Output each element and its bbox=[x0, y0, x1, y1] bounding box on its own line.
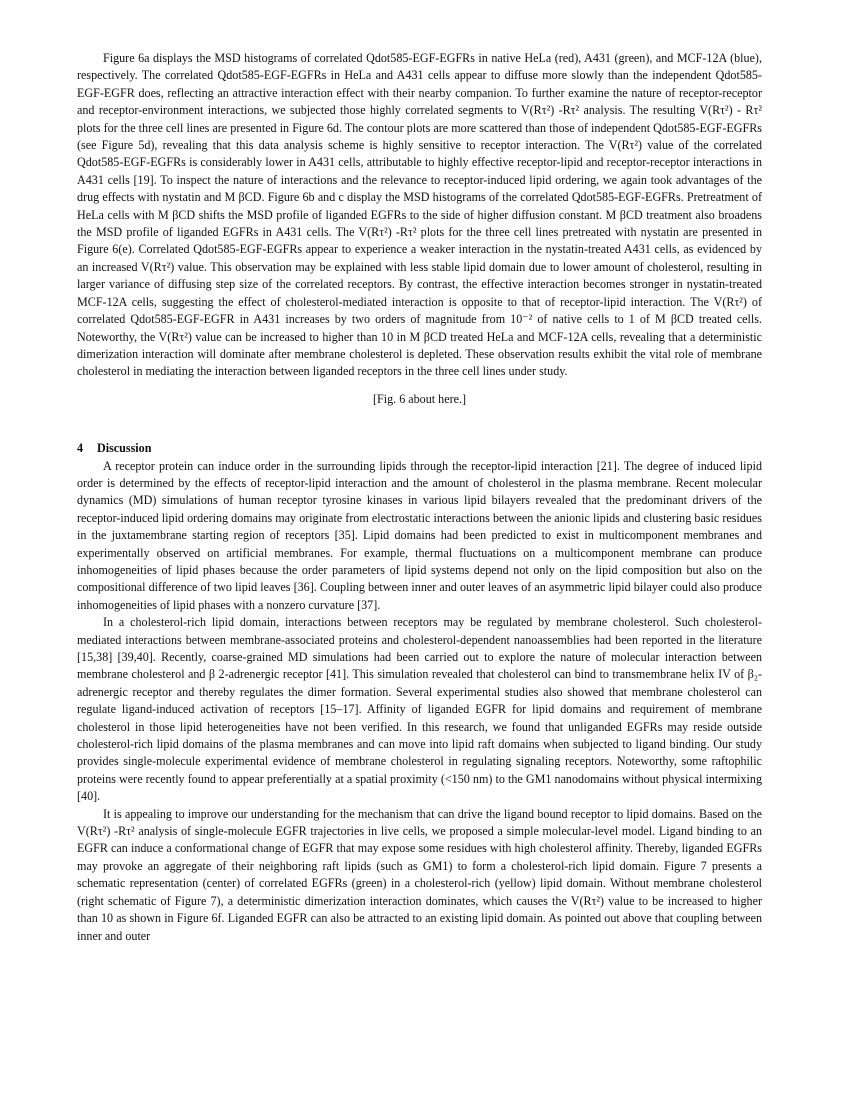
paragraph: A receptor protein can induce order in the surrounding lipids through the receptor-lipid interaction [21]. The degree of induced lipid order is determined by the effects of receptor-lipid interaction and the amount of cholesterol in the plasma membrane. Recent molecular dynamics (MD) simulations of human receptor tyrosine kinases in various lipid bilayers revealed that the predominant drivers of the receptor-induced lipid ordering domains may originate from electrostatic interactions between the anionic lipids and clustering basic residues in the juxtamembrane starting region of receptors [35]. Lipid domains had been predicted to exist in multicomponent membranes and experimentally observed on artificial membranes. For example, thermal fluctuations on a multicomponent membrane can produce inhomogeneities of lipid phases because the order parameters of lipid systems depend not only on the lipid composition but also on the compositional difference of two lipid leaves [36]. Coupling between inner and outer leaves of an asymmetric lipid bilayer could also produce inhomogeneities of lipid phases with a nonzero curvature [37]. bbox=[77, 458, 762, 612]
section-heading bbox=[77, 440, 762, 457]
figure-placeholder: [Fig. 6 about here.] bbox=[372, 391, 467, 406]
paragraph: In a cholesterol-rich lipid domain, interactions between receptors may be regulated by membrane cholesterol. Such cholesterol-mediated interactions between membrane-associated proteins and cholesterol-dependent nanoassemblies had been reported in the literature [15,38] [39,40]. Recently, coarse-grained MD simulations had been carried out to explore the nature of molecular interaction between membrane cholesterol and β 2-adrenergic receptor [41]. This simulation revealed that cholesterol can bind to transmembrane helix IV of β₂-adrenergic receptor and thereby regulates the dimer formation. Several experimental studies also showed that membrane cholesterol can regulate ligand-induced activation of receptors [15–17]. Affinity of liganded EGFR for lipid domains and requirement of membrane cholesterol in those lipid heterogeneities have not been verified. In this research, we found that unliganded EGFRs may reside outside cholesterol-rich lipid domains of the plasma membranes and can move into lipid raft domains when subjected to ligand binding. Our study provides single-molecule experimental evidence of membrane cholesterol in regulating signaling receptors. Noteworthy, some raftophilic proteins were recently found to appear preferentially at a spatial proximity (<150 nm) to the GM1 nanodomains without physical intermixing [40]. bbox=[77, 615, 762, 804]
page-body bbox=[77, 50, 762, 945]
section-title: Discussion bbox=[97, 441, 152, 456]
paragraph: Figure 6a displays the MSD histograms of correlated Qdot585-EGF-EGFRs in native HeLa (red), A431 (green), and MCF-12A (blue), respectively. The correlated Qdot585-EGF-EGFRs in HeLa and A431 cells appear to diffuse more slowly than the independent Qdot585-EGF-EGFR does, reflecting an attractive interaction effect with their nearby companion. To further examine the nature of receptor-receptor and receptor-environment interactions, we subjected those highly correlated segments to V(Rτ²) -Rτ² analysis. The resulting V(Rτ²) - Rτ² plots for the three cell lines are presented in Figure 6d. The contour plots are more scattered than those of independent Qdot585-EGF-EGFRs (see Figure 5d), revealing that this data analysis scheme is highly sensitive to receptor interaction. The V(Rτ²) value of the correlated Qdot585-EGF-EGFRs is considerably lower in A431 cells, attributable to highly effective receptor-lipid and receptor-receptor interactions in A431 cells [19]. To inspect the nature of interactions and the relevance to receptor-induced lipid ordering, we again took advantages of the drug effects with nystatin and M βCD. Figure 6b and c display the MSD histograms of the correlated Qdot585-EGF-EGFRs. Pretreatment of HeLa cells with M βCD shifts the MSD profile of liganded EGFRs to the side of higher diffusion constant. M βCD treatment also broadens the MSD profile of liganded EGFRs in A431 cells. The V(Rτ²) -Rτ² plots for the three cell lines pretreated with nystatin are presented in Figure 6(e). Correlated Qdot585-EGF-EGFRs appear to experience a weaker interaction in the nystatin-treated A431 cells, as evidenced by an increased V(Rτ²) value. This observation may be explained with less stable lipid domain due to lower amount of cholesterol, resulting in larger variance of diffusing step size of the correlated receptors. By contrast, the effective interaction becomes stronger in nystatin-treated MCF-12A cells, suggesting the effect of cholesterol-mediated interaction is opposite to that of receptor-lipid interaction. The V(Rτ²) of correlated Qdot585-EGF-EGFR in A431 increases by two orders of magnitude from 10⁻² of native cells to 1 of M βCD treated cells. Noteworthy, the V(Rτ²) value can be increased to higher than 10 in M βCD treated HeLa and MCF-12A cells, revealing that a deterministic dimerization interaction will dominate after membrane cholesterol is depleted. These observation results exhibit the vital role of membrane cholesterol in mediating the interaction between liganded receptors in the three cell lines under study. bbox=[77, 51, 763, 379]
paragraph: It is appealing to improve our understanding for the mechanism that can drive the ligand bound receptor to lipid domains. Based on the V(Rτ²) -Rτ² analysis of single-molecule EGFR trajectories in live cells, we proposed a simple molecular-level model. Ligand binding to an EGFR can induce a conformational change of EGFR that may expose some residues with high cholesterol affinity. Thereby, liganded EGFRs may provoke an aggregate of their neighboring raft lipids (such as GM1) to form a cholesterol-rich lipid domain. Figure 7 presents a schematic representation (center) of correlated EGFRs (green) in a cholesterol-rich (yellow) lipid domain. Without membrane cholesterol (right schematic of Figure 7), a deterministic dimerization interaction dominates, which causes the V(Rτ²) value to be increased to higher than 10 as shown in Figure 6f. Liganded EGFR can also be attracted to an existing lipid domain. As pointed out above that coupling between inner and outer bbox=[77, 806, 762, 943]
section-number: 4 bbox=[77, 441, 84, 456]
